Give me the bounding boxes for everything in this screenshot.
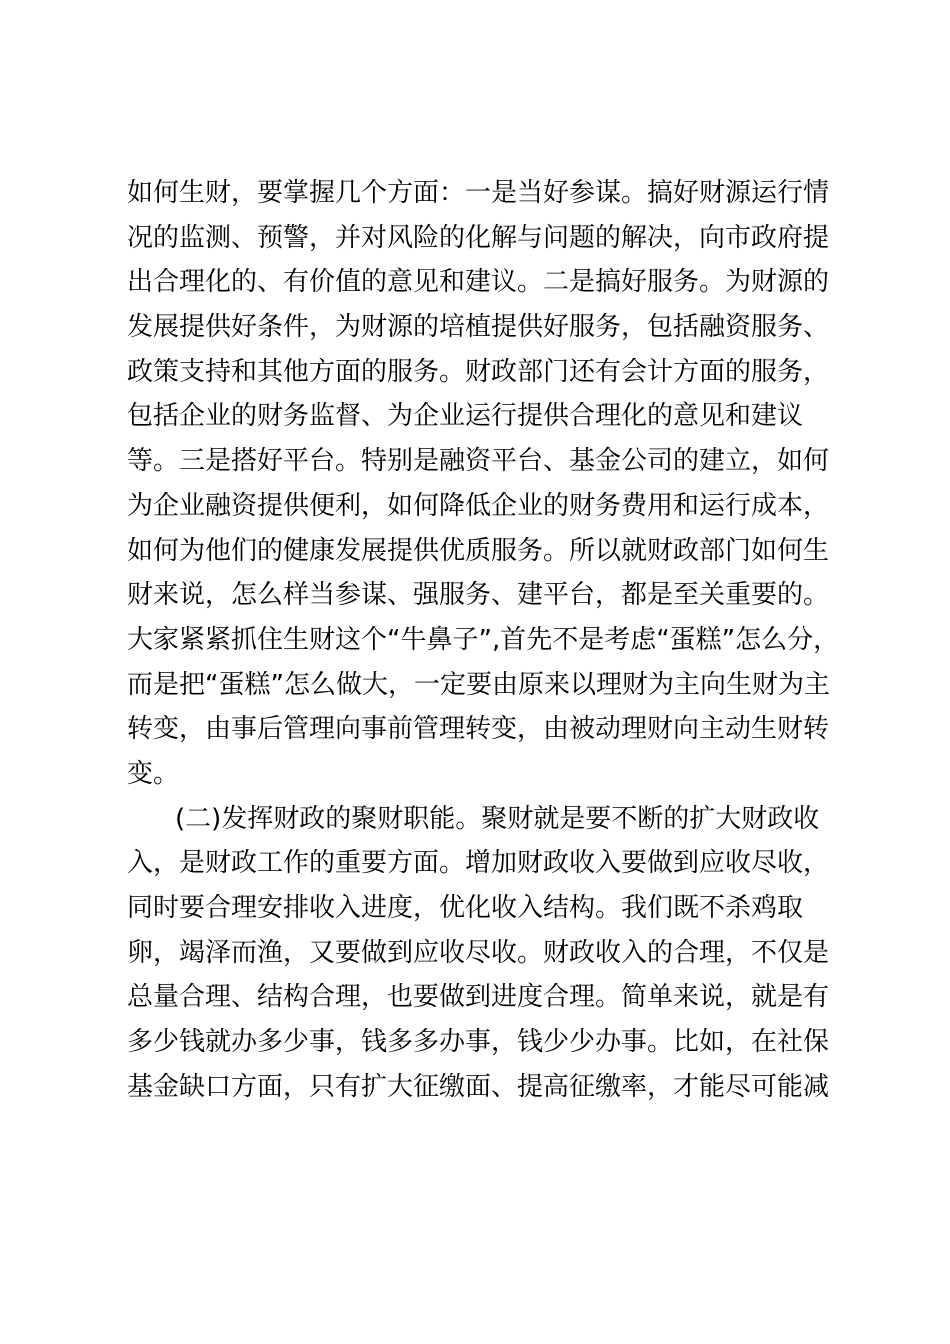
text-line: 大家紧紧抓住生财这个“牛鼻子”,首先不是考虑“蛋糕”怎么分， (127, 624, 840, 655)
text-line: 况的监测、预警，并对风险的化解与问题的解决，向市政府提 (127, 222, 830, 253)
text-line: 同时要合理安排收入进度，优化收入结构。我们既不杀鸡取 (127, 893, 804, 923)
text-line: (二)发挥财政的聚财职能。聚财就是要不断的扩大财政收 (175, 803, 820, 834)
text-line: 而是把“蛋糕”怎么做大，一定要由原来以理财为主向生财为主 (127, 669, 830, 700)
text-line: 包括企业的财务监督、为企业运行提供合理化的意见和建议 (127, 401, 804, 432)
text-line: 变。 (127, 758, 180, 789)
paragraph-2 (127, 797, 830, 1110)
text-line: 出合理化的、有价值的意见和建议。二是搞好服务。为财源的 (127, 267, 830, 298)
text-line: 入，是财政工作的重要方面。增加财政收入要做到应收尽收， (127, 848, 830, 879)
text-line: 为企业融资提供便利，如何降低企业的财务费用和运行成本， (127, 490, 830, 521)
text-line: 政策支持和其他方面的服务。财政部门还有会计方面的服务， (127, 356, 830, 387)
text-line: 财来说，怎么样当参谋、强服务、建平台，都是至关重要的。 (127, 580, 830, 611)
text-line: 卵，竭泽而渔，又要做到应收尽收。财政收入的合理，不仅是 (127, 937, 830, 968)
paragraph-1 (127, 171, 840, 797)
text-line: 如何为他们的健康发展提供优质服务。所以就财政部门如何生 (127, 535, 830, 566)
text-line: 总量合理、结构合理，也要做到进度合理。简单来说，就是有 (127, 982, 830, 1013)
text-line: 多少钱就办多少事，钱多多办事，钱少少办事。比如，在社保 (127, 1027, 830, 1058)
text-line: 等。三是搭好平台。特别是融资平台、基金公司的建立，如何 (127, 446, 830, 477)
text-line: 转变，由事后管理向事前管理转变，由被动理财向主动生财转 (127, 714, 830, 745)
text-line: 发展提供好条件，为财源的培植提供好服务，包括融资服务、 (127, 312, 830, 343)
text-line: 基金缺口方面，只有扩大征缴面、提高征缴率，才能尽可能减 (127, 1071, 830, 1102)
text-line: 如何生财，要掌握几个方面：一是当好参谋。搞好财源运行情 (127, 178, 830, 208)
body-text (127, 171, 840, 1109)
